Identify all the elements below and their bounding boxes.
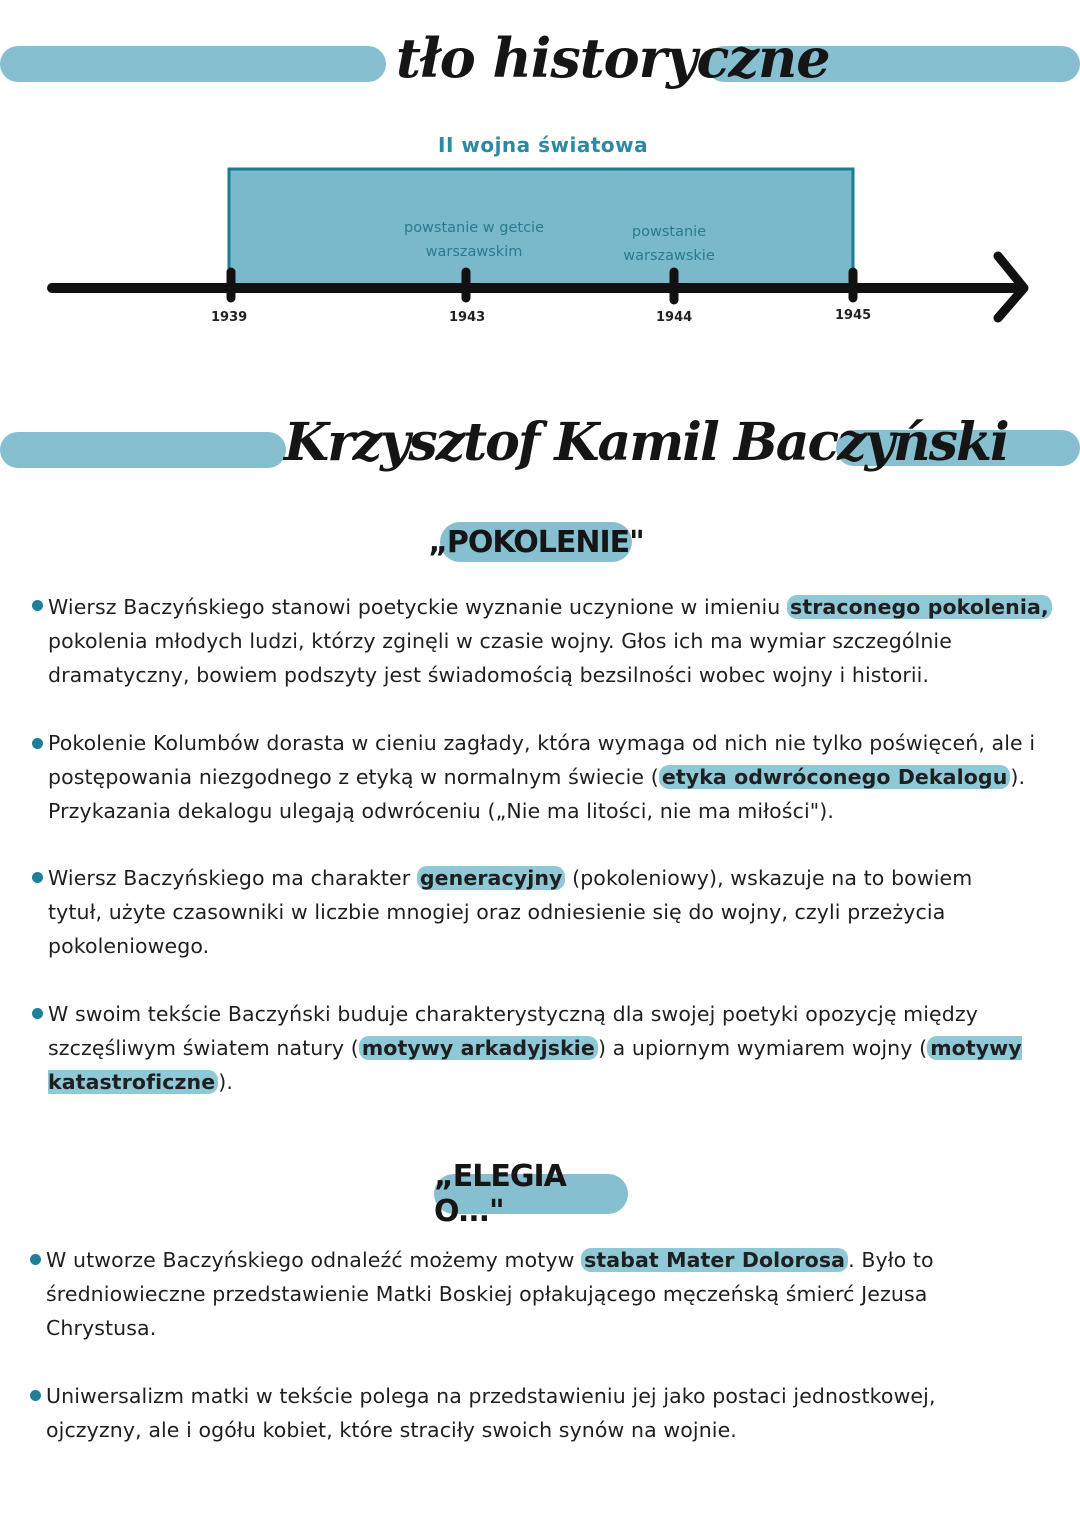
timeline [0, 120, 1080, 340]
highlight-term: straconego pokolenia, [787, 595, 1052, 619]
paragraph-text: W swoim tekście Baczyński buduje charakterystyczną dla swojej poetyki opozycję między szczęśliwym światem natury ( [48, 1002, 978, 1060]
paragraph-opposition [48, 997, 1058, 1099]
highlight-term: motywy katastroficzne [48, 1036, 1022, 1094]
paragraph-generational [48, 861, 1008, 963]
page-title-historical-background: tło historyczne [396, 26, 830, 90]
paragraph-kolumbowie [48, 726, 1058, 828]
paragraph-stabat-mater [46, 1243, 1006, 1345]
paragraph-text: W utworze Baczyńskiego odnaleźć możemy motyw [46, 1248, 582, 1272]
highlight-term: generacyjny [417, 866, 566, 890]
event-ghetto-uprising-line2: warszawskim [425, 244, 523, 260]
bullet [30, 1254, 41, 1265]
event-ghetto-uprising [384, 216, 564, 264]
paragraph-text: (pokoleniowy), wskazuje na to bowiem tytuł, użyte czasowniki w liczbie mnogiej oraz odniesienie się do wojny, czyli przeżycia pokoleniowego. [48, 866, 973, 958]
year-label-1943: 1943 [449, 310, 486, 325]
bullet [32, 872, 43, 883]
event-ghetto-uprising-line1: powstanie w getcie [403, 220, 544, 236]
paragraph-lost-generation [48, 590, 1058, 692]
event-warsaw-uprising-line1: powstanie [631, 224, 707, 240]
section-title-elegia: „ELEGIA O..." [434, 1174, 628, 1214]
paragraph-universalism [46, 1379, 1006, 1447]
author-title: Krzysztof Kamil Baczyński [284, 412, 1008, 473]
highlight-term: stabat Mater Dolorosa [581, 1248, 848, 1272]
highlight-term: etyka odwróconego Dekalogu [659, 765, 1011, 789]
bullet [30, 1390, 41, 1401]
bullet [32, 1008, 43, 1019]
bullet [32, 738, 43, 749]
paragraph-text: Wiersz Baczyńskiego ma charakter [48, 866, 417, 890]
year-label-1939: 1939 [211, 310, 248, 325]
paragraph-text: ) a upiornym wymiarem wojny ( [597, 1036, 928, 1060]
event-warsaw-uprising-line2: warszawskie [623, 248, 715, 264]
paragraph-text: . Było to średniowieczne przedstawienie Matki Boskiej opłakującego męczeńską śmierć Jezusa Chrystusa. [46, 1248, 934, 1340]
author-band-left [0, 432, 286, 468]
event-warsaw-uprising [599, 220, 739, 268]
header-band-left [0, 46, 386, 82]
paragraph-text: ). Przykazania dekalogu ulegają odwróceniu („Nie ma litości, nie ma miłości"). [48, 765, 1026, 823]
highlight-term: motywy arkadyjskie [359, 1036, 598, 1060]
paragraph-text: Wiersz Baczyńskiego stanowi poetyckie wyznanie uczynione w imieniu [48, 595, 788, 619]
paragraph-text: Pokolenie Kolumbów dorasta w cieniu zagłady, która wymaga od nich nie tylko poświęceń, ale i postępowania niezgodnego z etyką w normalnym świecie ( [48, 731, 1036, 789]
paragraph-text: Uniwersalizm matki w tekście polega na przedstawieniu jej jako postaci jednostkowej, ojczyzny, ale i ogółu kobiet, które straciły swoich synów na wojnie. [46, 1384, 936, 1442]
year-label-1944: 1944 [656, 310, 693, 325]
period-label: II wojna światowa [438, 133, 649, 157]
paragraph-text: pokolenia młodych ludzi, którzy zginęli w czasie wojny. Głos ich ma wymiar szczególnie dramatyczny, bowiem podszyty jest świadomością bezsilności wobec wojny i historii. [48, 629, 952, 687]
section-title-pokolenie: „POKOLENIE" [440, 522, 632, 562]
bullet [32, 600, 43, 611]
paragraph-text: ). [218, 1070, 233, 1094]
year-label-1945: 1945 [835, 308, 872, 323]
